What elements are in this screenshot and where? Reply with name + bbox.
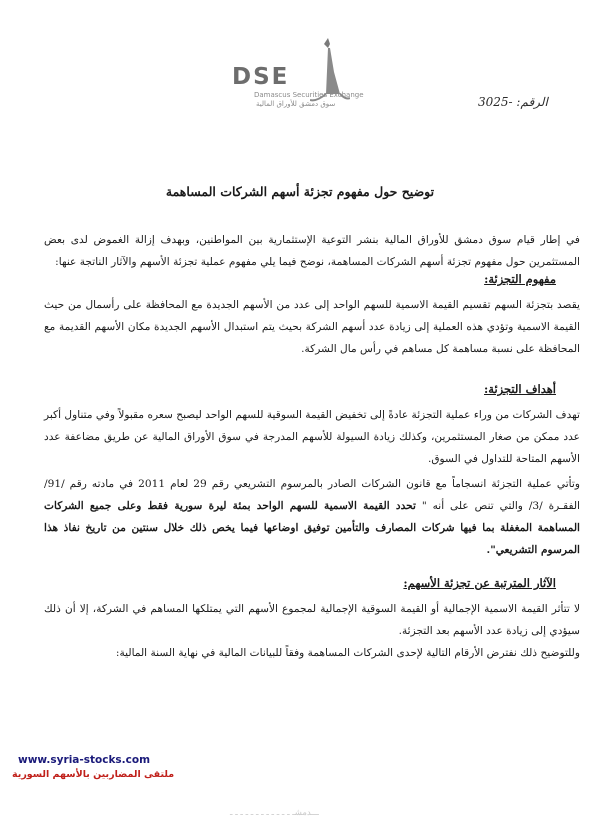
faint-bleedthrough-text: ـــدمشـ ـ ـ ـ ـ ـ ـ ـ ـ ـ ـ ـ ـ xyxy=(230,808,319,818)
forum-caption: ملتقى المضاربين بالأسهم السورية xyxy=(12,769,175,780)
document-title: توضيح حول مفهوم تجزئة أسهم الشركات المساهمة xyxy=(165,184,435,199)
section-heading-concept: مفهوم التجزئة: xyxy=(484,272,556,286)
intro-paragraph: في إطار قيام سوق دمشق للأوراق المالية بنشر التوعية الإستثمارية بين المواطنين، وبهدف إزالة الغموض لدى بعض المستثمرين حول مفهوم تجزئة أسهم الشركات المساهمة، نوضح فيما يلي مفهوم عملية تجزئة الأسهم والآثار الناتجة عنها: xyxy=(44,234,580,268)
logo-arabic-name: سوق دمشق للأوراق المالية xyxy=(256,100,336,108)
website-link[interactable]: www.syria-stocks.com xyxy=(18,754,151,766)
section-body-goals-law xyxy=(44,473,580,561)
section-heading-goals: أهداف التجزئة: xyxy=(484,382,556,396)
reference-number: الرقم: -3025 xyxy=(478,95,548,109)
dse-logo xyxy=(232,36,362,116)
section-body-concept: يقصد بتجزئة السهم تقسيم القيمة الاسمية للسهم الواحد إلى عدد من الأسهم الجديدة مع المحافظة على رأسمال من حيث القيمة الاسمية وتؤدي هذه العملية إلى زيادة عدد أسهم الشركة بحيث يتم استبدال الأسهم الجديدة مكان الأسهم القديمة مع المحافظة على نسبة مساهمة كل مساهم في رأس مال الشركة. xyxy=(44,299,580,355)
section-body-goals: تهدف الشركات من وراء عملية التجزئة عادةً إلى تخفيض القيمة السوقية للسهم الواحد ليصبح سعره مقبولاً وفي متناول أكبر عدد ممكن من صغار المستثمرين، وكذلك زيادة السيولة للأسهم المدرجة في سوق الأوراق المالية عن طريق مضاعفة عدد الأسهم المتاحة للتداول في السوق. xyxy=(44,409,580,465)
logo-english-name: Damascus Securities Exchange xyxy=(254,91,364,99)
law-quote-bold: تحدد القيمة الاسمية للسهم الواحد بمئة ليرة سورية فقط وعلى جميع الشركات المساهمة المغفلة بما فيها شركات المصارف والتأمين توفيق اوضاعها فيما يخص ذلك خلال سنتين من تاريخ نفاذ هذا المرسوم التشريعي". xyxy=(44,500,580,556)
law-reference-text: وتأتي عملية التجزئة انسجاماً مع قانون الشركات الصادر بالمرسوم التشريعي رقم 29 لعام 2011 في مادته رقم /91/ الفقـرة /3/ والتي تنص على أنه " xyxy=(44,478,580,512)
section-heading-effects: الآثار المترتبة عن تجزئة الأسهم: xyxy=(403,576,556,590)
logo-letters: DSE xyxy=(232,64,290,90)
section-body-effects: لا تتأثر القيمة الاسمية الإجمالية أو القيمة السوقية الإجمالية لمجموع الأسهم التي يمتلكها المساهم في الشركة، إلا أن ذلك سيؤدي إلى زيادة عدد الأسهم بعد التجزئة. xyxy=(44,603,580,637)
section-body-example: وللتوضيح ذلك نفترض الأرقام التالية لإحدى الشركات المساهمة وفقاً للبيانات المالية في نهاية السنة المالية: xyxy=(115,647,580,659)
